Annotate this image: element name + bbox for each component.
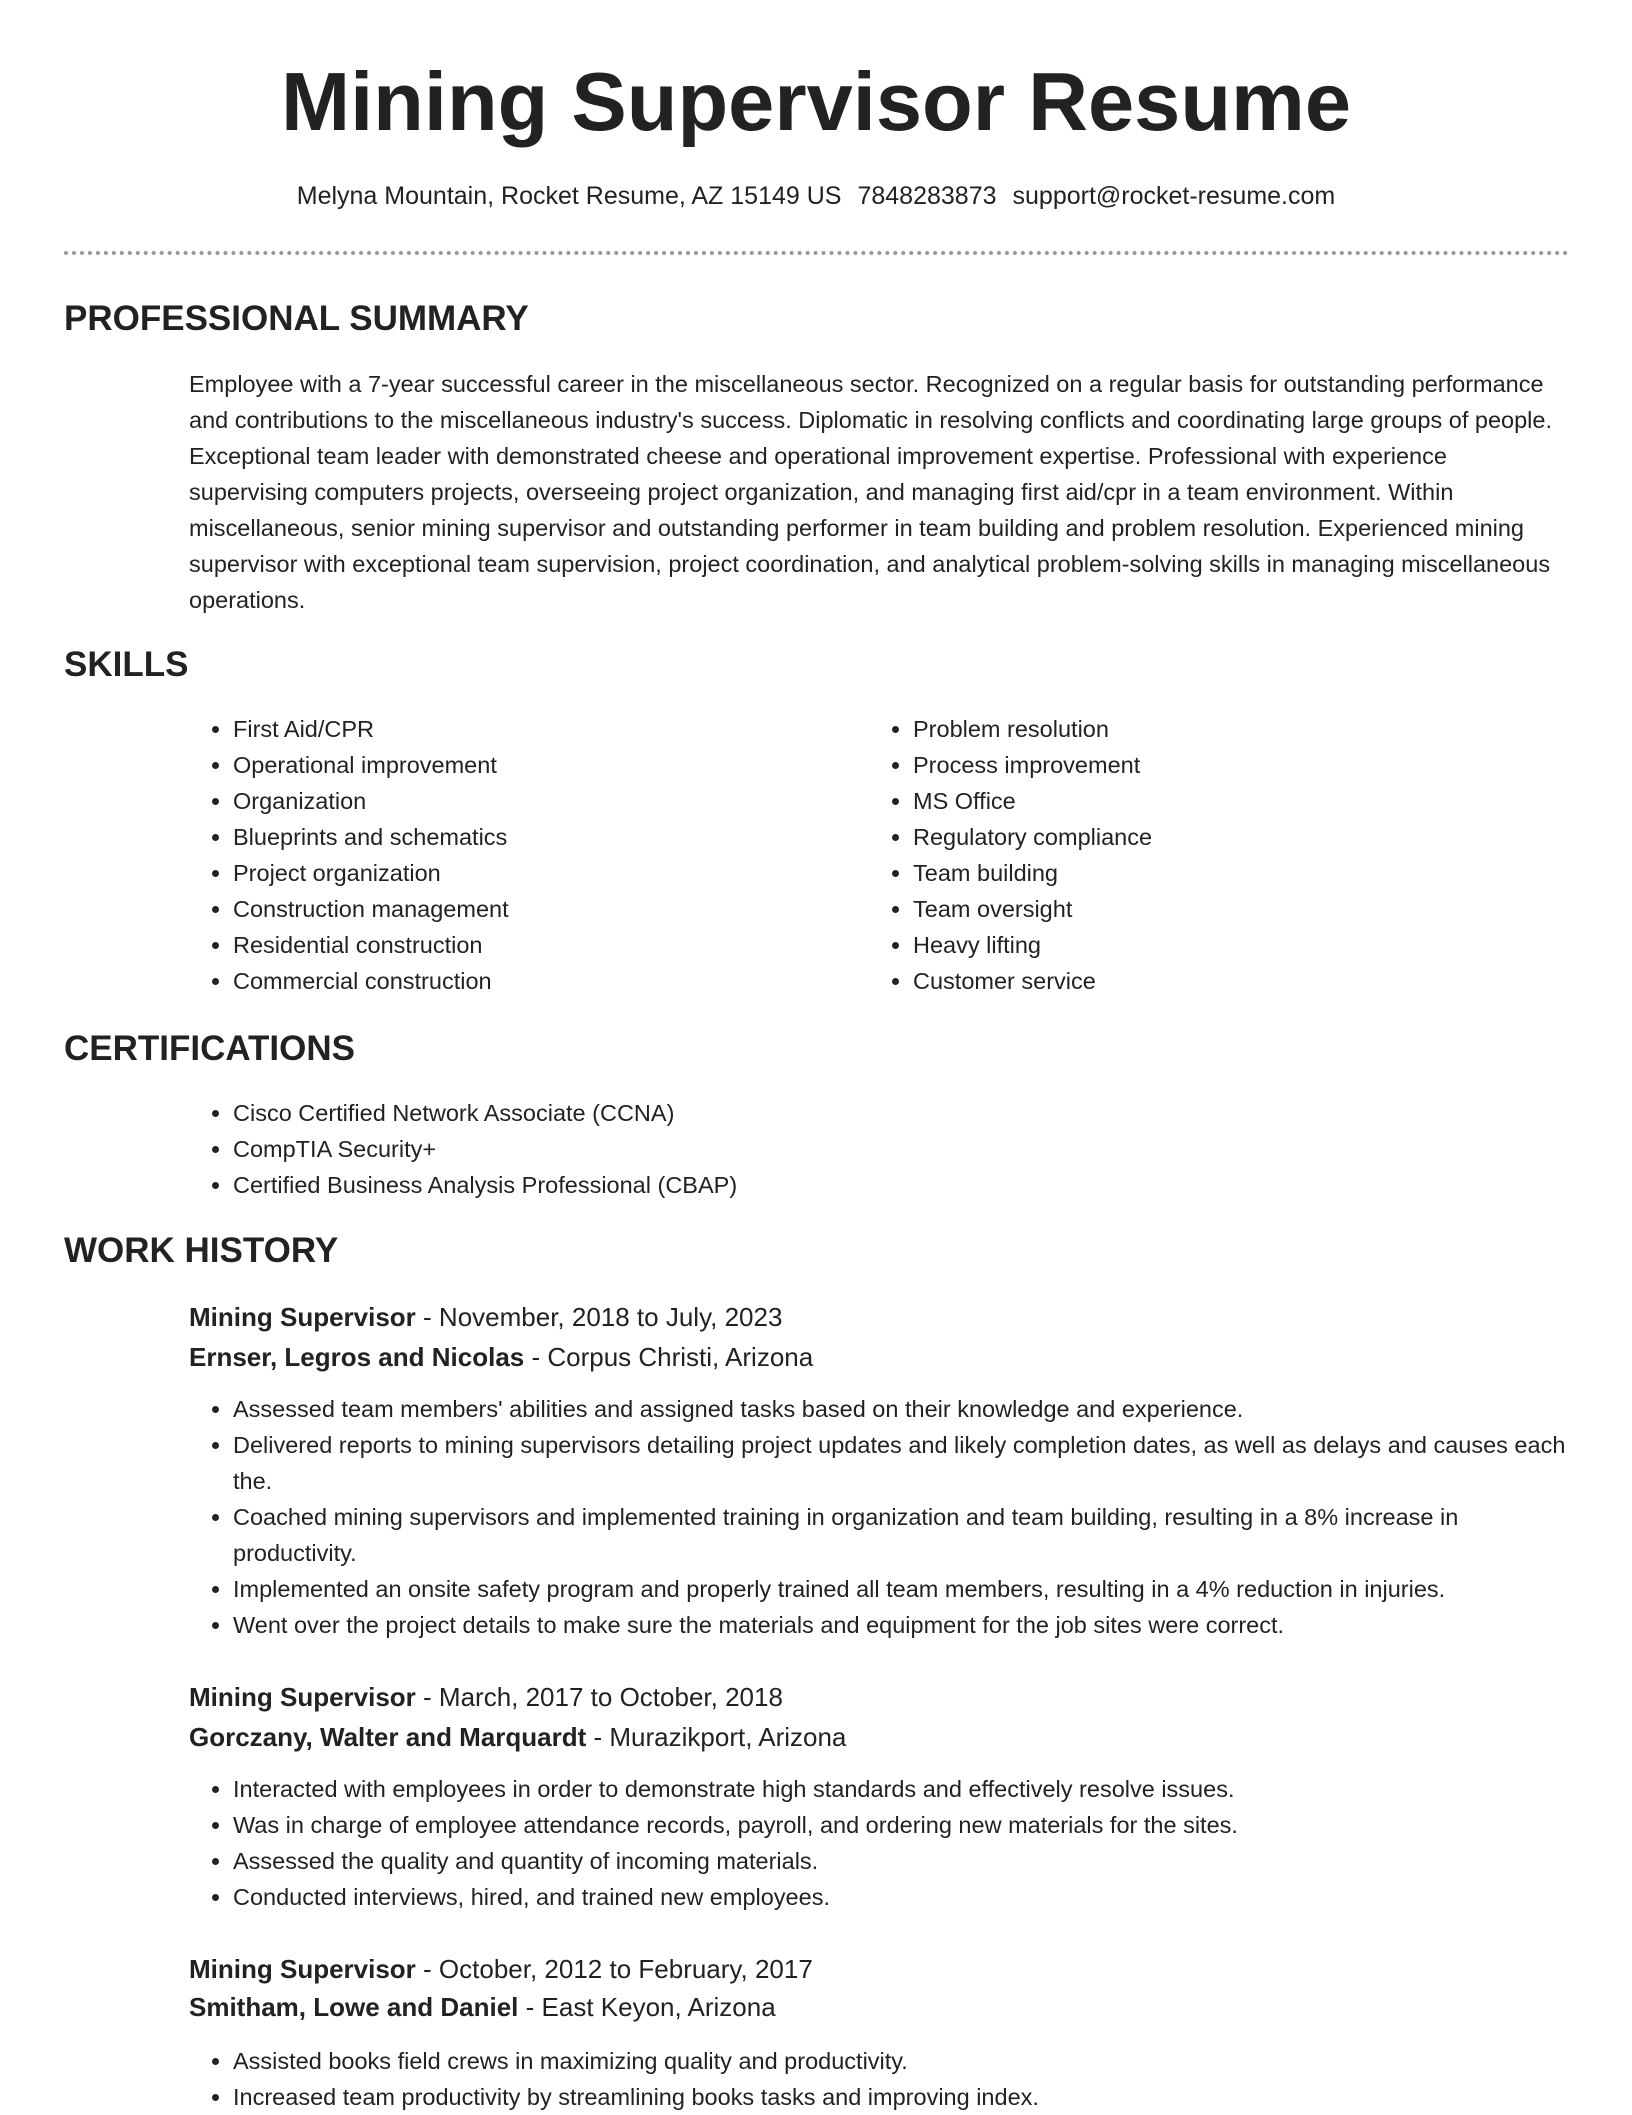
job-company-line — [189, 1337, 813, 1377]
job-bullet: • Assessed team members' abilities and assigned tasks based on their knowledge and experience. — [233, 1391, 1573, 1427]
certification-item: • Cisco Certified Network Associate (CCNA) — [233, 1095, 1533, 1131]
job-bullet: • Conducted interviews, hired, and trained new employees. — [233, 1879, 1573, 1915]
job-title: Mining Supervisor — [189, 1302, 416, 1332]
job-title: Mining Supervisor — [189, 1954, 416, 1984]
skill-item: • Problem resolution — [913, 711, 1533, 747]
contact-email: support@rocket-resume.com — [1012, 182, 1336, 210]
contact-line — [0, 180, 1632, 213]
skill-item: • Organization — [233, 783, 853, 819]
certification-item: • Certified Business Analysis Professional (CBAP) — [233, 1167, 1533, 1203]
job-bullets — [189, 2043, 1573, 2115]
resume-title: Mining Supervisor Resume — [280, 55, 1351, 148]
skill-item: • Customer service — [913, 963, 1533, 999]
certification-item: • CompTIA Security+ — [233, 1131, 1533, 1167]
job-title-line — [189, 1949, 813, 1989]
contact-phone: 7848283873 — [857, 182, 997, 210]
job-company: Smitham, Lowe and Daniel — [189, 1992, 519, 2022]
job-bullet: • Implemented an onsite safety program and properly trained all team members, resulting in a 4% reduction in injuries. — [233, 1571, 1573, 1607]
skill-item: • Project organization — [233, 855, 853, 891]
work-history-heading: WORK HISTORY — [64, 1231, 339, 1270]
skill-item: • Operational improvement — [233, 747, 853, 783]
summary-heading: PROFESSIONAL SUMMARY — [64, 299, 529, 338]
summary-text: Employee with a 7-year successful career in the miscellaneous sector. Recognized on a regular basis for outstanding performance and contributions to the miscellaneous industry's success. Diplomatic in resolving conflicts and coordinating large groups of people. Exceptional team leader with demonstrated cheese and operational improvement expertise. Professional with experience supervising computers projects, overseeing project organization, and managing first aid/cpr in a team environment. Within miscellaneous, senior mining supervisor and outstanding performer in team building and problem resolution. Experienced mining supervisor with exceptional team supervision, project coordination, and analytical problem-solving skills in managing miscellaneous operations. — [189, 371, 1552, 613]
header-divider — [64, 251, 1569, 255]
job-location: - Corpus Christi, Arizona — [524, 1342, 814, 1372]
job-title-line — [189, 1677, 783, 1717]
skill-item: • Regulatory compliance — [913, 819, 1533, 855]
skill-item: • Process improvement — [913, 747, 1533, 783]
job-bullet: • Delivered reports to mining supervisors detailing project updates and likely completion dates, as well as delays and causes each the. — [233, 1427, 1573, 1499]
skills-list-right — [869, 711, 1533, 999]
job-bullets — [189, 1771, 1573, 1915]
job-company-line — [189, 1717, 846, 1757]
job-bullet: • Went over the project details to make sure the materials and equipment for the job sites were correct. — [233, 1607, 1573, 1643]
job-bullets — [189, 1391, 1573, 1643]
job-company-line — [189, 1987, 776, 2027]
job-dates: - November, 2018 to July, 2023 — [415, 1302, 783, 1332]
skill-item: • Construction management — [233, 891, 853, 927]
job-bullet: • Assisted books field crews in maximizing quality and productivity. — [233, 2043, 1573, 2079]
job-dates: - October, 2012 to February, 2017 — [415, 1954, 813, 1984]
job-bullet: • Was in charge of employee attendance records, payroll, and ordering new materials for the sites. — [233, 1807, 1573, 1843]
certifications-heading: CERTIFICATIONS — [64, 1029, 356, 1068]
skill-item: • Heavy lifting — [913, 927, 1533, 963]
job-location: - East Keyon, Arizona — [518, 1992, 776, 2022]
job-company: Gorczany, Walter and Marquardt — [189, 1722, 587, 1752]
skill-item: • Team oversight — [913, 891, 1533, 927]
certifications-list — [189, 1095, 1533, 1203]
job-title: Mining Supervisor — [189, 1682, 416, 1712]
job-company: Ernser, Legros and Nicolas — [189, 1342, 525, 1372]
job-bullet: • Assessed the quality and quantity of incoming materials. — [233, 1843, 1573, 1879]
job-title-line — [189, 1297, 782, 1337]
job-location: - Murazikport, Arizona — [586, 1722, 847, 1752]
skills-heading: SKILLS — [64, 645, 189, 684]
skill-item: • Residential construction — [233, 927, 853, 963]
job-bullet: • Coached mining supervisors and implemented training in organization and team building, resulting in a 8% increase in productivity. — [233, 1499, 1573, 1571]
skill-item: • Team building — [913, 855, 1533, 891]
skill-item: • MS Office — [913, 783, 1533, 819]
job-bullet: • Increased team productivity by streamlining books tasks and improving index. — [233, 2079, 1573, 2115]
skills-list-left — [189, 711, 853, 999]
contact-address: Melyna Mountain, Rocket Resume, AZ 15149 US — [296, 182, 842, 210]
skill-item: • Commercial construction — [233, 963, 853, 999]
job-dates: - March, 2017 to October, 2018 — [415, 1682, 783, 1712]
skill-item: • First Aid/CPR — [233, 711, 853, 747]
skill-item: • Blueprints and schematics — [233, 819, 853, 855]
job-bullet: • Interacted with employees in order to demonstrate high standards and effectively resolve issues. — [233, 1771, 1573, 1807]
